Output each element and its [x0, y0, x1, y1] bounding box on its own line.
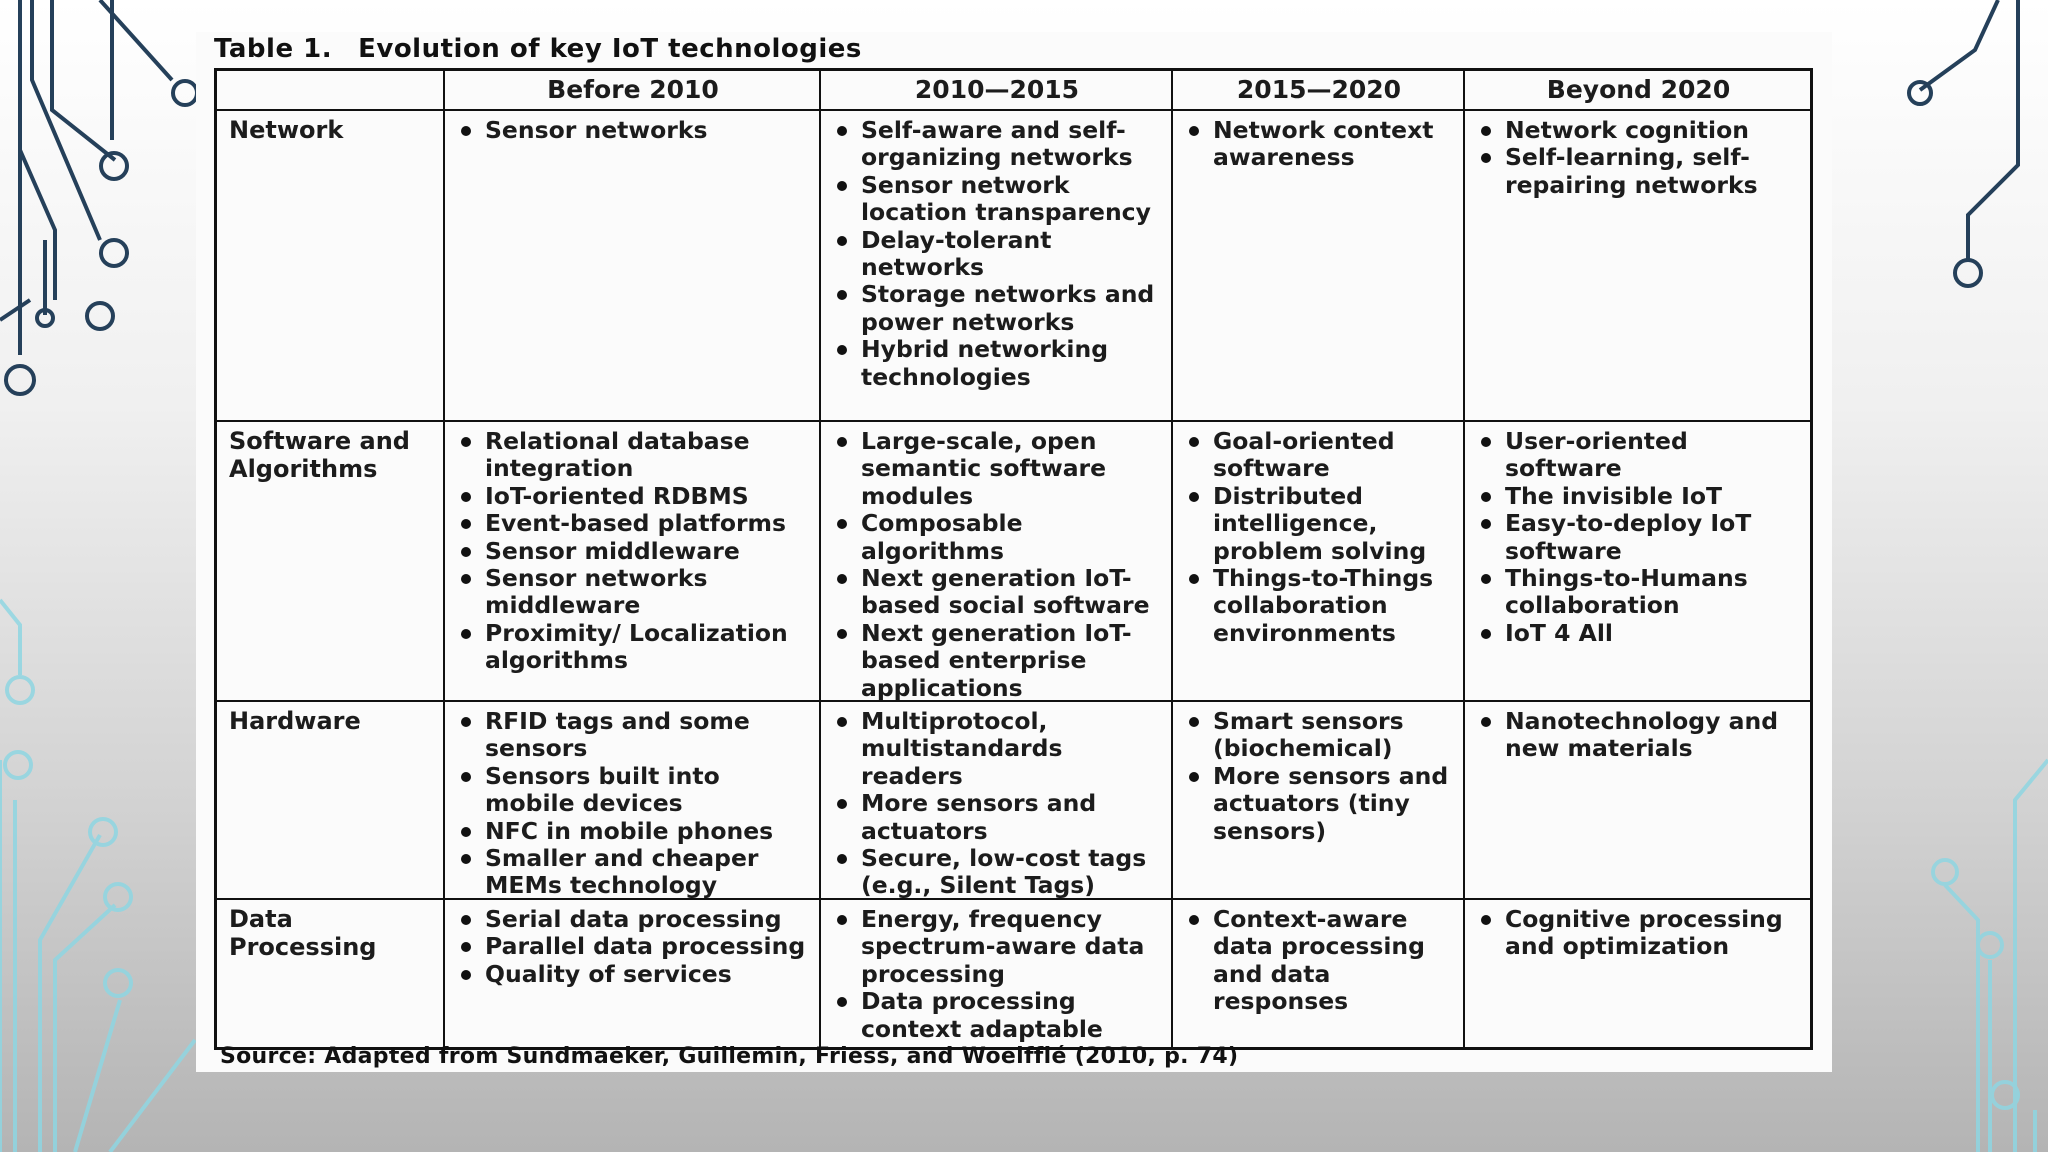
- bullet-item: Easy-to-deploy IoT software: [1477, 510, 1800, 565]
- table-title-text: Evolution of key IoT technologies: [358, 34, 862, 64]
- bullet-item: Secure, low-cost tags (e.g., Silent Tags): [833, 845, 1161, 900]
- bullet-item: Multiprotocol, multistandards readers: [833, 708, 1161, 790]
- table-cell: [1465, 111, 1810, 422]
- bullet-item: Event-based platforms: [457, 510, 809, 537]
- bullet-list: [1185, 117, 1453, 172]
- row-header: Software and Algorithms: [217, 422, 445, 702]
- bullet-item: Composable algorithms: [833, 510, 1161, 565]
- left-circuit-lines: [0, 0, 197, 394]
- bullet-list: [833, 428, 1161, 702]
- column-header: Beyond 2020: [1465, 71, 1810, 111]
- bullet-item: The invisible IoT: [1477, 483, 1800, 510]
- bullet-item: Next generation IoT-based enterprise applications: [833, 620, 1161, 702]
- bullet-list: [1185, 708, 1453, 845]
- row-header: Data Processing: [217, 900, 445, 1047]
- bullet-item: Delay-tolerant networks: [833, 227, 1161, 282]
- column-header-empty: [217, 71, 445, 111]
- table-cell: [821, 900, 1173, 1047]
- table-cell: [1465, 422, 1810, 702]
- bullet-item: Network context awareness: [1185, 117, 1453, 172]
- bullet-item: IoT-oriented RDBMS: [457, 483, 809, 510]
- bullet-list: [1185, 906, 1453, 1016]
- bullet-item: User-oriented software: [1477, 428, 1800, 483]
- table-cell: [445, 702, 821, 900]
- bullet-list: [833, 708, 1161, 900]
- bullet-item: Things-to-Things collaboration environments: [1185, 565, 1453, 647]
- bullet-item: RFID tags and some sensors: [457, 708, 809, 763]
- bullet-list: [1477, 428, 1800, 647]
- bullet-item: Energy, frequency spectrum-aware data processing: [833, 906, 1161, 988]
- table-cell: [445, 422, 821, 702]
- table-cell: [1465, 900, 1810, 1047]
- table-cell: [1465, 702, 1810, 900]
- bullet-list: [1185, 428, 1453, 647]
- right-circuit-lines: [1909, 0, 2018, 286]
- bullet-item: Distributed intelligence, problem solving: [1185, 483, 1453, 565]
- row-header: Network: [217, 111, 445, 422]
- bullet-item: Things-to-Humans collaboration: [1477, 565, 1800, 620]
- bullet-item: Quality of services: [457, 961, 809, 988]
- bullet-item: Self-learning, self-repairing networks: [1477, 144, 1800, 199]
- bullet-item: Sensor networks: [457, 117, 809, 144]
- table-cell: [1173, 422, 1465, 702]
- bullet-item: Smaller and cheaper MEMs technology: [457, 845, 809, 900]
- bullet-item: Smart sensors (biochemical): [1185, 708, 1453, 763]
- bullet-item: Large-scale, open semantic software modules: [833, 428, 1161, 510]
- column-header: 2010—2015: [821, 71, 1173, 111]
- bullet-item: Serial data processing: [457, 906, 809, 933]
- bullet-item: Sensor network location transparency: [833, 172, 1161, 227]
- bullet-item: Network cognition: [1477, 117, 1800, 144]
- bullet-list: [1477, 906, 1800, 961]
- bullet-item: Context-aware data processing and data responses: [1185, 906, 1453, 1016]
- bullet-list: [833, 117, 1161, 391]
- bullet-item: Relational database integration: [457, 428, 809, 483]
- bullet-item: Sensor middleware: [457, 538, 809, 565]
- bullet-list: [457, 117, 809, 144]
- column-header: Before 2010: [445, 71, 821, 111]
- scanned-table-image: [196, 32, 1832, 1072]
- bullet-item: More sensors and actuators: [833, 790, 1161, 845]
- table-cell: [821, 422, 1173, 702]
- table-cell: [445, 900, 821, 1047]
- bullet-list: [457, 428, 809, 675]
- bullet-item: Goal-oriented software: [1185, 428, 1453, 483]
- bullet-item: Hybrid networking technologies: [833, 336, 1161, 391]
- bullet-item: Sensor networks middleware: [457, 565, 809, 620]
- table-cell: [1173, 900, 1465, 1047]
- bullet-item: More sensors and actuators (tiny sensors): [1185, 763, 1453, 845]
- table-cell: [445, 111, 821, 422]
- table-number: Table 1.: [214, 34, 333, 64]
- bullet-list: [1477, 708, 1800, 763]
- table-title: [214, 34, 862, 64]
- table-cell: [821, 111, 1173, 422]
- bullet-item: Data processing context adaptable: [833, 988, 1161, 1043]
- bullet-item: Next generation IoT-based social software: [833, 565, 1161, 620]
- bullet-item: Nanotechnology and new materials: [1477, 708, 1800, 763]
- bullet-list: [457, 708, 809, 900]
- row-header: Hardware: [217, 702, 445, 900]
- table-source-note: Source: Adapted from Sundmaeker, Guillemin, Friess, and Woelfflé (2010, p. 74): [220, 1044, 1239, 1069]
- bullet-list: [1477, 117, 1800, 199]
- bullet-list: [833, 906, 1161, 1043]
- bullet-list: [457, 906, 809, 988]
- table-cell: [1173, 111, 1465, 422]
- bullet-item: Parallel data processing: [457, 933, 809, 960]
- table-cell: [1173, 702, 1465, 900]
- bullet-item: Self-aware and self-organizing networks: [833, 117, 1161, 172]
- bullet-item: NFC in mobile phones: [457, 818, 809, 845]
- column-header: 2015—2020: [1173, 71, 1465, 111]
- bullet-item: Proximity/ Localization algorithms: [457, 620, 809, 675]
- bullet-item: Cognitive processing and optimization: [1477, 906, 1800, 961]
- table-cell: [821, 702, 1173, 900]
- bullet-item: IoT 4 All: [1477, 620, 1800, 647]
- bullet-item: Storage networks and power networks: [833, 281, 1161, 336]
- bullet-item: Sensors built into mobile devices: [457, 763, 809, 818]
- iot-evolution-table: [214, 68, 1813, 1050]
